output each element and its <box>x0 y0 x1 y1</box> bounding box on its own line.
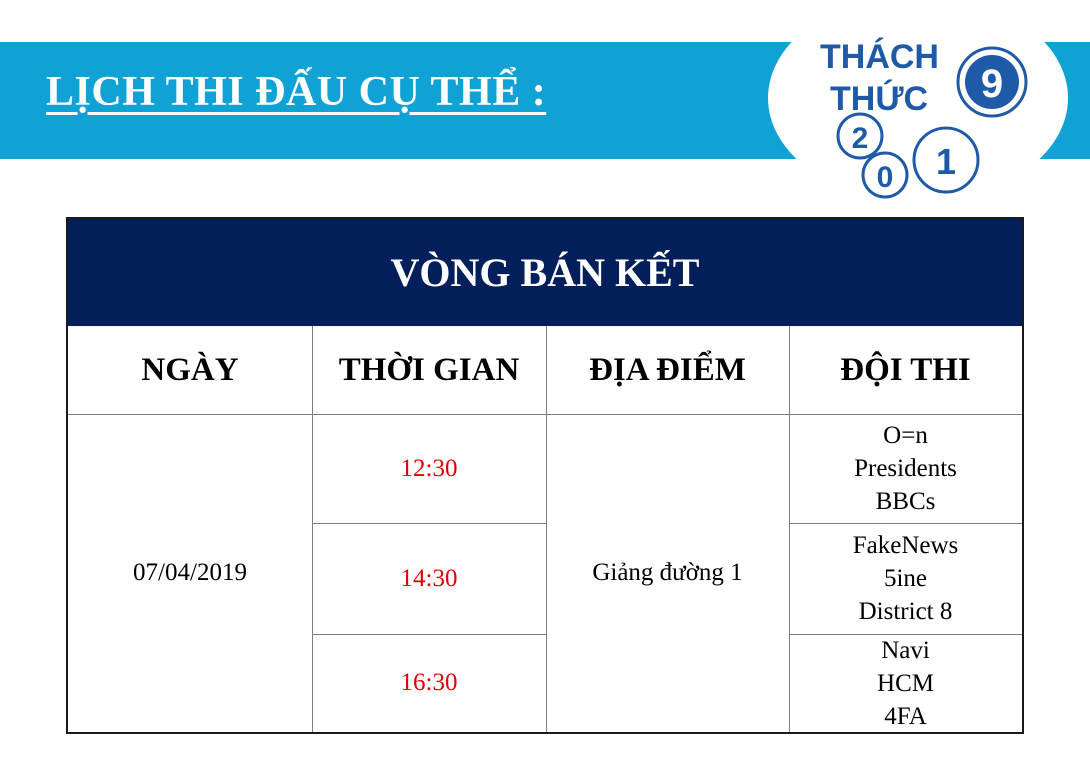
match-date: 07/04/2019 <box>133 559 247 586</box>
logo-digit-text: 0 <box>876 161 894 194</box>
logo-digit-text: 2 <box>851 122 869 155</box>
team-list <box>789 634 1022 732</box>
team-name: O=n <box>883 422 928 449</box>
logo-digit-9 <box>958 48 1026 116</box>
team-name: BBCs <box>875 488 936 515</box>
match-venue: Giảng đường 1 <box>592 559 743 586</box>
time-slot: 14:30 <box>400 564 458 592</box>
grid-divider <box>312 326 313 732</box>
grid-divider <box>68 414 1022 415</box>
page-title: LỊCH THI ĐẤU CỤ THỂ : <box>46 69 547 115</box>
grid-divider <box>789 634 1022 635</box>
grid-divider <box>546 326 547 732</box>
logo-text-line2: THỨC <box>830 80 929 118</box>
grid-divider <box>789 326 790 732</box>
logo-text-line1: THÁCH <box>820 38 939 76</box>
team-list <box>789 414 1022 523</box>
team-name: Navi <box>881 636 930 664</box>
logo-digit-text: 9 <box>980 62 1004 106</box>
grid-divider <box>312 523 546 524</box>
column-header-time: THỜI GIAN <box>338 351 520 388</box>
column-header-teams: ĐỘI THI <box>840 351 971 388</box>
event-logo <box>768 6 1068 202</box>
team-list <box>789 523 1022 634</box>
time-slot: 12:30 <box>400 454 458 482</box>
team-name: 4FA <box>884 702 927 730</box>
column-header-venue: ĐỊA ĐIỂM <box>589 351 746 388</box>
time-slot: 16:30 <box>400 669 458 696</box>
round-title: VÒNG BÁN KẾT <box>68 219 1022 326</box>
column-header-date: NGÀY <box>141 351 239 388</box>
team-name: District 8 <box>858 598 953 625</box>
grid-divider <box>789 523 1022 524</box>
schedule-table <box>66 217 1024 734</box>
team-name: Presidents <box>854 455 957 482</box>
grid-divider <box>312 634 546 635</box>
team-name: 5ine <box>883 565 928 592</box>
team-name: HCM <box>877 669 934 697</box>
team-name: FakeNews <box>852 532 959 559</box>
logo-digit-text: 1 <box>935 141 957 182</box>
